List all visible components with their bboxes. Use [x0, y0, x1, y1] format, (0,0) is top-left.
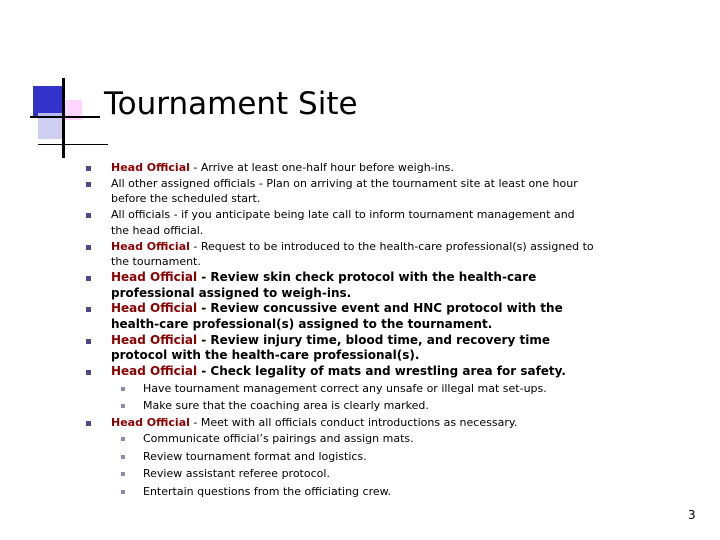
slide-logo-graphic: [30, 78, 100, 158]
logo-underline: [38, 144, 108, 145]
bullet-text: - Arrive at least one-half hour before weigh-ins.: [189, 161, 454, 174]
bullet-item: [84, 207, 594, 238]
bullet-role-label: Head Official: [111, 301, 198, 316]
bullet-text: - Review concussive event and HNC protocol with the health-care professional(s) assigned to the tournament.: [111, 301, 563, 332]
sub-bullet-text: Communicate official’s pairings and assign mats.: [143, 432, 414, 446]
bullet-role-label: Head Official: [111, 332, 198, 347]
bullet-text: - Check legality of mats and wrestling area for safety.: [197, 364, 566, 379]
bullet-text: - Request to be introduced to the health-care professional(s) assigned to the tournament.: [111, 239, 594, 269]
sub-bullet-text: Make sure that the coaching area is clearly marked.: [143, 399, 429, 413]
sub-bullet-marker-icon: [121, 472, 125, 476]
logo-vertical-line: [62, 78, 65, 158]
bullet-text: - Meet with all officials conduct introductions as necessary.: [189, 415, 518, 429]
sub-bullet-item: [111, 448, 594, 465]
sub-bullet-marker-icon: [121, 490, 125, 494]
bullet-text: All officials - if you anticipate being late call to inform tournament management and the head official.: [111, 208, 575, 237]
bullet-text: - Review skin check protocol with the health-care professional assigned to weigh-ins.: [111, 269, 537, 300]
bullet-role-label: Head Official: [111, 161, 190, 174]
bullet-item: [84, 301, 594, 332]
bullet-item: [84, 176, 594, 207]
bullet-marker-icon: [86, 370, 91, 375]
sub-bullet-text: Review assistant referee protocol.: [143, 467, 330, 481]
sub-bullet-text: Entertain questions from the officiating crew.: [143, 484, 392, 498]
bullet-item: [84, 415, 594, 500]
bullet-text: All other assigned officials - Plan on arriving at the tournament site at least one hour before the scheduled start.: [111, 176, 578, 206]
sub-bullet-marker-icon: [121, 387, 125, 391]
bullet-marker-icon: [86, 421, 91, 426]
bullet-item: [84, 333, 594, 364]
sub-bullet-text: Have tournament management correct any unsafe or illegal mat set-ups.: [143, 381, 547, 395]
bullet-text: - Review injury time, blood time, and recovery time protocol with the health-care professional(s).: [111, 332, 550, 363]
bullet-item: [84, 239, 594, 270]
sub-bullet-marker-icon: [121, 404, 125, 408]
bullet-item: [84, 270, 594, 301]
sub-bullet-item: [111, 483, 594, 500]
bullet-marker-icon: [86, 213, 91, 218]
sub-bullet-list: [111, 380, 594, 415]
sub-bullet-text: Review tournament format and logistics.: [143, 449, 367, 463]
sub-bullet-marker-icon: [121, 455, 125, 459]
bullet-marker-icon: [86, 339, 91, 344]
bullet-item: [84, 364, 594, 415]
bullet-marker-icon: [86, 245, 91, 250]
bullet-marker-icon: [86, 276, 91, 281]
page-number: 3: [688, 508, 696, 522]
bullet-item: [84, 160, 594, 176]
bullet-list: [84, 160, 594, 500]
logo-blue-square: [33, 86, 63, 116]
sub-bullet-marker-icon: [121, 437, 125, 441]
bullet-marker-icon: [86, 182, 91, 187]
bullet-role-label: Head Official: [111, 364, 198, 379]
bullet-marker-icon: [86, 307, 91, 312]
sub-bullet-item: [111, 380, 594, 397]
bullet-marker-icon: [86, 166, 91, 171]
logo-horizontal-line: [30, 116, 100, 118]
bullet-role-label: Head Official: [111, 239, 190, 253]
bullet-role-label: Head Official: [111, 269, 198, 284]
sub-bullet-item: [111, 430, 594, 447]
sub-bullet-list: [111, 430, 594, 500]
sub-bullet-item: [111, 465, 594, 482]
sub-bullet-item: [111, 397, 594, 414]
bullet-role-label: Head Official: [111, 415, 190, 429]
slide-title: Tournament Site: [104, 86, 358, 122]
